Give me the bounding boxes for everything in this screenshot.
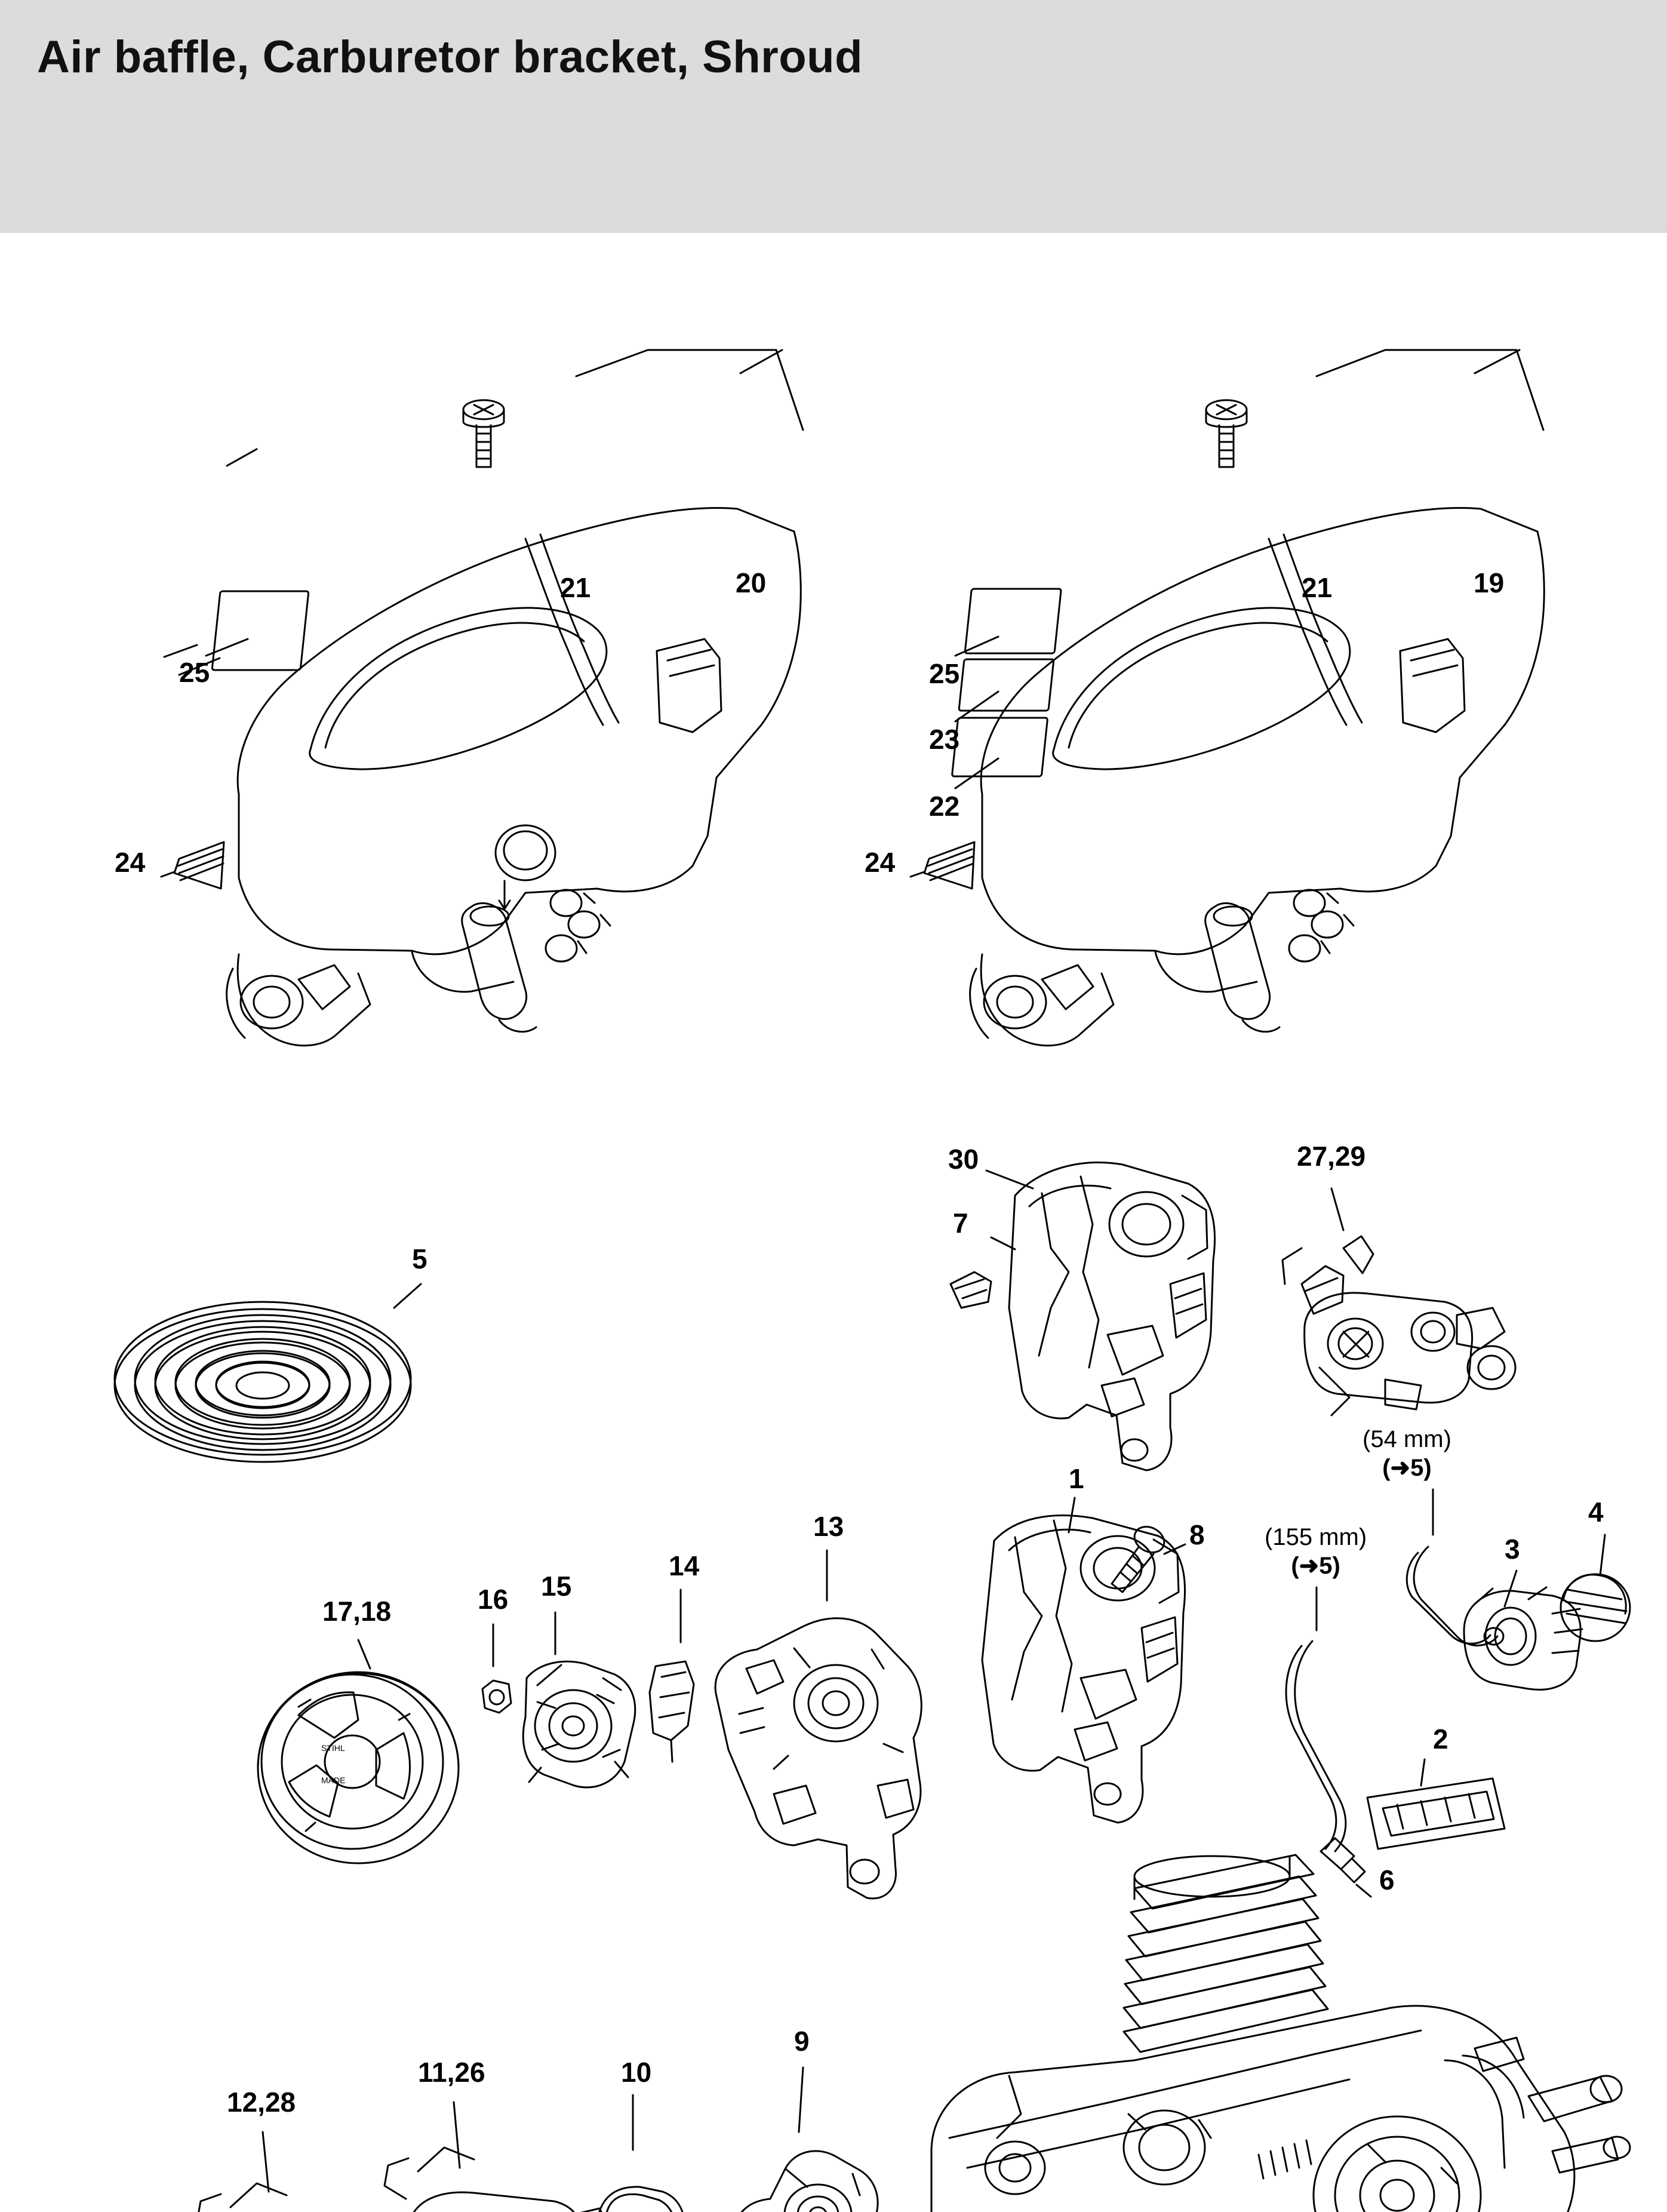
note-54mm-length: (54 mm) xyxy=(1362,1426,1451,1452)
part-21-screw-right xyxy=(1206,400,1247,467)
callout-25-right: 25 xyxy=(929,658,960,689)
part-11-26-carburetor xyxy=(385,2102,625,2212)
callout-8: 8 xyxy=(1189,1519,1205,1550)
note-hose-155mm xyxy=(1265,1523,1367,1580)
callout-19: 19 xyxy=(1474,567,1505,598)
part-5-hose-155mm xyxy=(1286,1587,1371,1897)
callout-5-coil: 5 xyxy=(412,1243,427,1274)
part-10-gasket xyxy=(595,2095,685,2212)
parts-diagram xyxy=(0,233,1667,2212)
part-27-29-carburetor xyxy=(1282,1188,1515,1415)
callout-24-right: 24 xyxy=(865,847,896,878)
callout-6: 6 xyxy=(1379,1864,1395,1895)
part-15-flywheel xyxy=(523,1612,635,1787)
callout-21-left: 21 xyxy=(560,572,591,603)
note-54mm-ref: (➜5) xyxy=(1382,1455,1432,1481)
callout-14: 14 xyxy=(669,1550,700,1581)
part-13-housing xyxy=(715,1550,921,1898)
callout-2: 2 xyxy=(1433,1723,1448,1755)
part-8-screw xyxy=(1112,1522,1185,1592)
callout-30: 30 xyxy=(948,1144,979,1175)
callout-4: 4 xyxy=(1588,1497,1604,1528)
callout-23: 23 xyxy=(929,724,960,755)
part-3-connector xyxy=(1464,1571,1582,1689)
note-hose-54mm xyxy=(1362,1425,1451,1482)
callout-20: 20 xyxy=(736,567,767,598)
callout-3: 3 xyxy=(1505,1534,1520,1565)
part-12-28-carburetor xyxy=(197,2132,437,2212)
part-9-intake xyxy=(656,2067,888,2212)
shroud-right-assembly xyxy=(911,350,1544,1046)
callout-15: 15 xyxy=(541,1571,572,1602)
part-24-right xyxy=(924,842,974,889)
svg-text:MADE: MADE xyxy=(321,1775,346,1785)
callout-13: 13 xyxy=(813,1511,844,1542)
engine-assembly xyxy=(931,1855,1630,2212)
callout-17-18: 17,18 xyxy=(322,1596,392,1627)
callout-25-left: 25 xyxy=(179,657,210,688)
part-24-left xyxy=(174,842,224,889)
part-30-baffle xyxy=(951,1163,1215,1470)
callout-10: 10 xyxy=(621,2057,652,2088)
part-16-nut xyxy=(482,1624,511,1713)
svg-text:STIHL: STIHL xyxy=(321,1743,345,1753)
part-21-screw-left xyxy=(463,400,504,467)
page-title: Air baffle, Carburetor bracket, Shroud xyxy=(37,32,863,82)
header-bar xyxy=(0,0,1667,233)
part-5-hose-coil xyxy=(115,1284,421,1462)
callout-11-26: 11,26 xyxy=(418,2057,485,2088)
part-1-bracket xyxy=(982,1498,1185,1823)
callout-27-29: 27,29 xyxy=(1297,1141,1366,1172)
callout-1: 1 xyxy=(1069,1463,1084,1494)
callout-16: 16 xyxy=(478,1584,509,1615)
callout-24-left: 24 xyxy=(115,847,146,878)
note-155mm-length: (155 mm) xyxy=(1265,1524,1367,1550)
part-20-shroud xyxy=(227,508,801,1045)
diagram-artwork xyxy=(0,233,1667,2212)
note-155mm-ref: (➜5) xyxy=(1291,1553,1340,1579)
shroud-left-assembly xyxy=(161,350,803,1046)
part-14-clip xyxy=(650,1590,694,1762)
callout-9: 9 xyxy=(794,2026,810,2057)
callout-7: 7 xyxy=(953,1208,968,1239)
callout-22: 22 xyxy=(929,791,960,822)
part-4-cap xyxy=(1561,1535,1630,1641)
callout-21-right: 21 xyxy=(1302,572,1333,603)
callout-12-28: 12,28 xyxy=(227,2087,296,2118)
part-2-nameplate xyxy=(1367,1759,1505,1849)
part-17-18-fan-housing xyxy=(258,1640,459,1863)
